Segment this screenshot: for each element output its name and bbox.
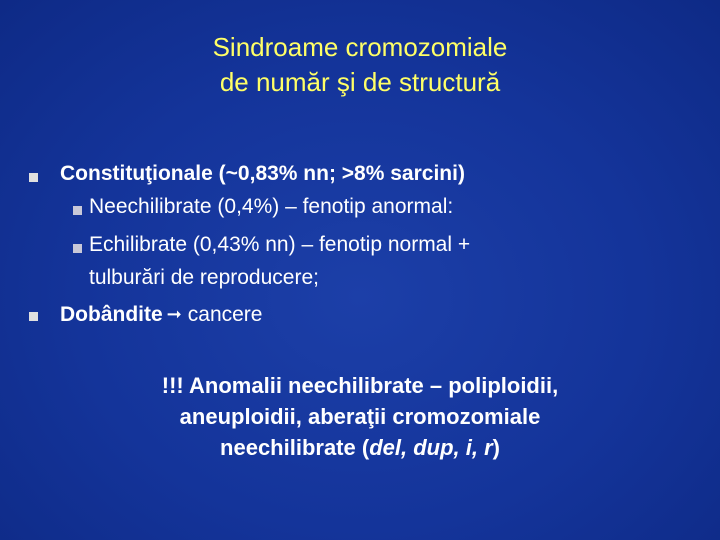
sub-bullet-neechilibrate: Neechilibrate (0,4%) – fenotip anormal: [89, 195, 454, 218]
note-block [0, 370, 720, 463]
note-line-1: !!! Anomalii neechilibrate – poliploidii, [161, 373, 559, 398]
bullet-dobandite [60, 300, 262, 329]
bullet-square-icon [29, 312, 38, 321]
bullet-constitutionale-detail: (~0,83% nn; >8% sarcini) [218, 162, 465, 185]
bullet-constitutionale-label: Constituţionale [60, 162, 213, 185]
arrow-right-icon: ➞ [166, 304, 182, 324]
note-line-3 [0, 432, 720, 463]
slide-title [0, 30, 720, 100]
title-line-2: de număr şi de structură [219, 67, 501, 97]
note-line-2: aneuploidii, aberaţii cromozomiale [179, 404, 541, 429]
note-line-3-end: ) [492, 435, 500, 460]
bullet-dobandite-label: Dobândite [60, 303, 163, 326]
sub-bullet-square-icon [73, 244, 82, 253]
title-line-1: Sindroame cromozomiale [212, 32, 508, 62]
sub-bullet-square-icon [73, 206, 82, 215]
bullet-dobandite-detail: cancere [187, 303, 263, 326]
sub-bullet-echilibrate-cont: tulburări de reproducere; [89, 266, 319, 289]
note-line-3-italic: del, dup, i, r [369, 435, 493, 460]
sub-bullet-echilibrate: Echilibrate (0,43% nn) – fenotip normal + [89, 233, 471, 256]
bullet-square-icon [29, 173, 38, 182]
note-line-3-start: neechilibrate ( [220, 435, 370, 460]
bullet-constitutionale [60, 160, 465, 188]
